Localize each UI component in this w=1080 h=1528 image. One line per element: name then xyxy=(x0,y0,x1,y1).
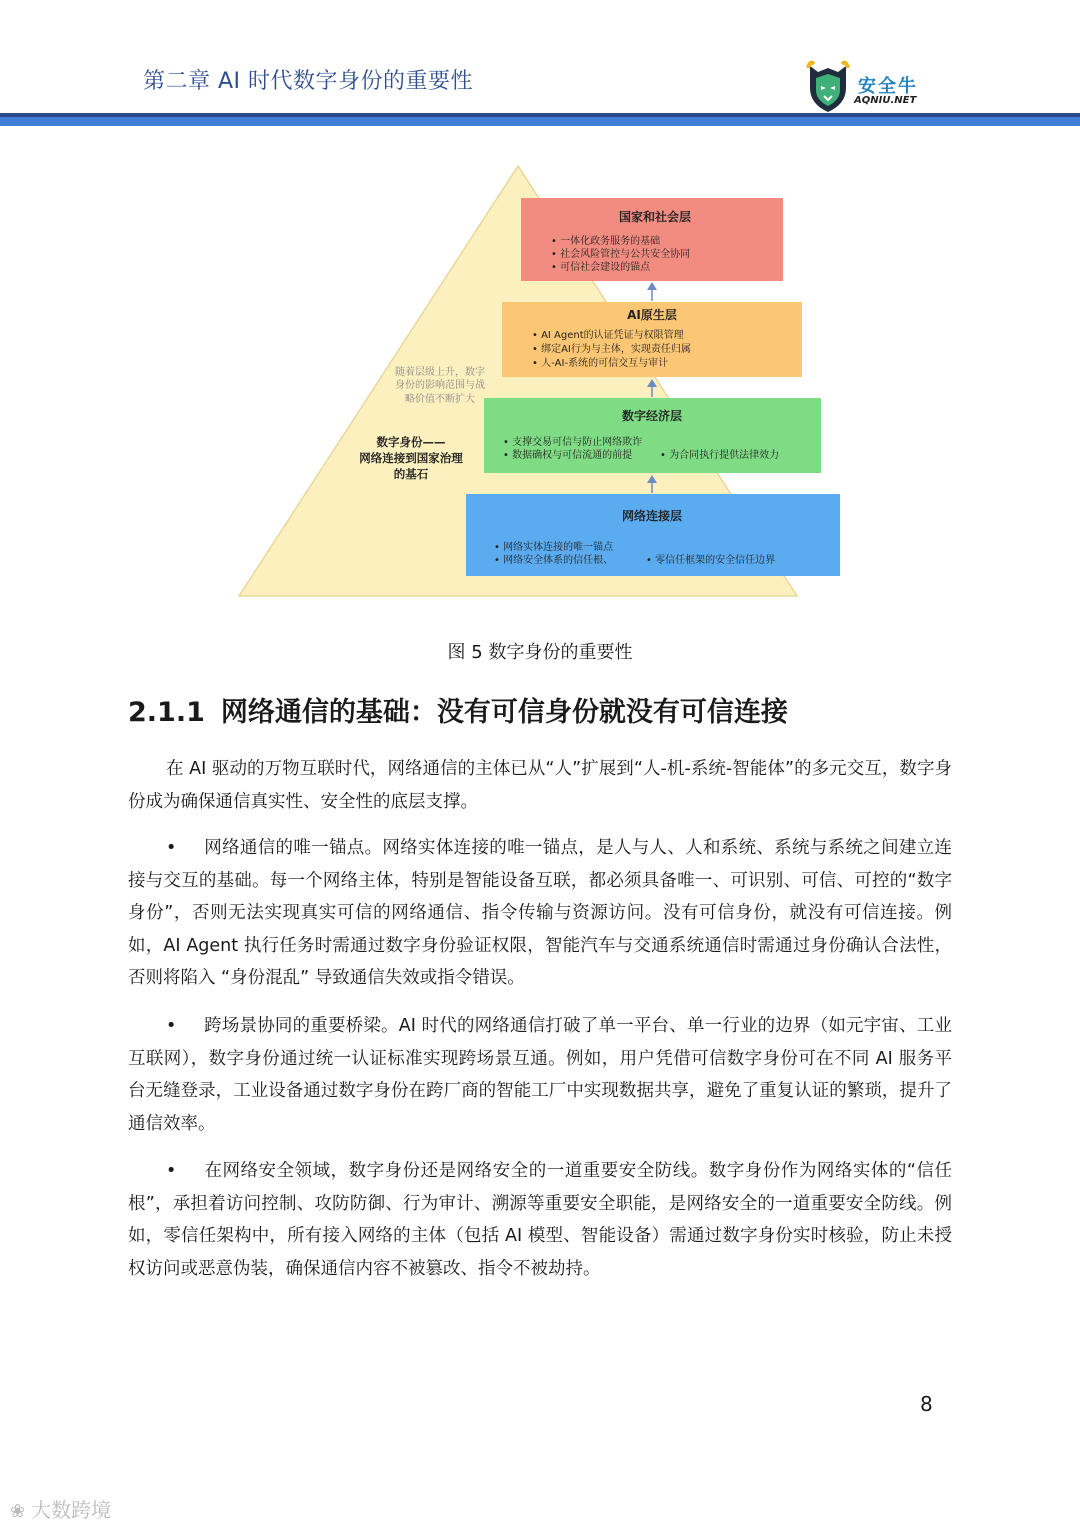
layer-network-connection-item: • 零信任框架的安全信任边界 xyxy=(646,555,776,566)
bullet-paragraph xyxy=(128,832,952,995)
layer-network-connection-title: 网络连接层 xyxy=(621,509,683,523)
chapter-title: 第二章 AI 时代数字身份的重要性 xyxy=(143,69,474,94)
bullet-marker: • xyxy=(166,1161,177,1181)
section-title-text: 网络通信的基础：没有可信身份就没有可信连接 xyxy=(220,697,788,728)
logo-text: 安全牛 xyxy=(858,76,918,97)
bullet-paragraph xyxy=(128,1010,952,1140)
layer-digital-economy-item: • 支撑交易可信与防止网络欺诈 xyxy=(503,437,643,448)
bullet-marker: • xyxy=(166,1016,177,1036)
intro-paragraph: 在 AI 驱动的万物互联时代，网络通信的主体已从“人”扩展到“人-机-系统-智能体”的多元交互，数字身份成为确保通信真实性、安全性的底层支撑。 xyxy=(128,759,952,812)
aqniu-logo xyxy=(806,60,922,114)
bullet-marker: • xyxy=(166,838,177,858)
header-rule-light xyxy=(0,117,1080,126)
bullet-text: 跨场景协同的重要桥梁。AI 时代的网络通信打破了单一平台、单一行业的边界（如元宇宙、工业互联网），数字身份通过统一认证标准实现跨场景互通。例如，用户凭借可信数字身份可在不同 AI 服务平台无缝登录，工业设备通过数字身份在跨厂商的智能工厂中实现数据共享，避免了重复认证的繁琐，提升了通信效率。 xyxy=(128,1016,952,1134)
bull-shield-icon xyxy=(806,60,850,114)
figure-caption: 图 5 数字身份的重要性 xyxy=(447,642,633,663)
layer-ai-native-item: • 人-AI-系统的可信交互与审计 xyxy=(532,358,669,369)
layer-digital-economy-item: • 数据确权与可信流通的前提 xyxy=(503,450,633,461)
bullet-text: 在网络安全领域，数字身份还是网络安全的一道重要安全防线。数字身份作为网络实体的“信任根”，承担着访问控制、攻防防御、行为审计、溯源等重要安全职能，是网络安全的一道重要安全防线。例如，零信任架构中，所有接入网络的主体（包括 AI 模型、智能设备）需通过数字身份实时核验，防止未授权访问或恶意伪装，确保通信内容不被篡改、指令不被劫持。 xyxy=(128,1161,952,1279)
layer-national-social-item: • 社会风险管控与公共安全协同 xyxy=(551,249,691,260)
side-note-line: 身份的影响范围与战 xyxy=(395,380,485,391)
base-label-line: 数字身份—— xyxy=(376,435,446,449)
logo-subtext: AQNIU.NET xyxy=(854,95,917,106)
base-label-line: 的基石 xyxy=(393,467,429,481)
bottom-watermark-text: 大数跨境 xyxy=(31,1498,112,1522)
side-note-line: 随着层级上升，数字 xyxy=(395,367,485,378)
page-number: 8 xyxy=(920,1392,933,1416)
layer-national-social-item: • 可信社会建设的锚点 xyxy=(551,262,651,273)
layer-network-connection-item: • 网络安全体系的信任根、 xyxy=(494,555,614,566)
bottom-watermark xyxy=(10,1494,111,1523)
layer-national-social-item: • 一体化政务服务的基础 xyxy=(551,236,661,247)
layer-national-social-title: 国家和社会层 xyxy=(618,210,692,224)
bullet-paragraph xyxy=(128,1155,952,1285)
watermark-logo-icon: ❀ xyxy=(10,1501,26,1522)
section-heading xyxy=(128,690,788,729)
layer-digital-economy-title: 数字经济层 xyxy=(621,409,683,423)
side-note-line: 略价值不断扩大 xyxy=(405,394,475,405)
layer-digital-economy-item: • 为合同执行提供法律效力 xyxy=(660,450,780,461)
layer-ai-native-item: • AI Agent的认证凭证与权限管理 xyxy=(532,330,684,341)
layer-ai-native-title: AI原生层 xyxy=(627,308,677,322)
section-number: 2.1.1 xyxy=(128,697,205,728)
layer-ai-native-item: • 绑定AI行为与主体，实现责任归属 xyxy=(532,344,691,355)
arrow-up-head xyxy=(647,282,657,290)
pyramid-diagram xyxy=(0,130,1080,610)
bullet-text: 网络通信的唯一锚点。网络实体连接的唯一锚点，是人与人、人和系统、系统与系统之间建立连接与交互的基础。每一个网络主体，特别是智能设备互联，都必须具备唯一、可识别、可信、可控的“数字身份”，否则无法实现真实可信的网络通信、指令传输与资源访问。没有可信身份，就没有可信连接。例如，AI Agent 执行任务时需通过数字身份验证权限，智能汽车与交通系统通信时需通过身份确认合法性，否则将陷入 “身份混乱” 导致通信失效或指令错误。 xyxy=(128,838,952,988)
base-label-line: 网络连接到国家治理 xyxy=(359,451,463,465)
layer-network-connection-item: • 网络实体连接的唯一锚点 xyxy=(494,542,614,553)
